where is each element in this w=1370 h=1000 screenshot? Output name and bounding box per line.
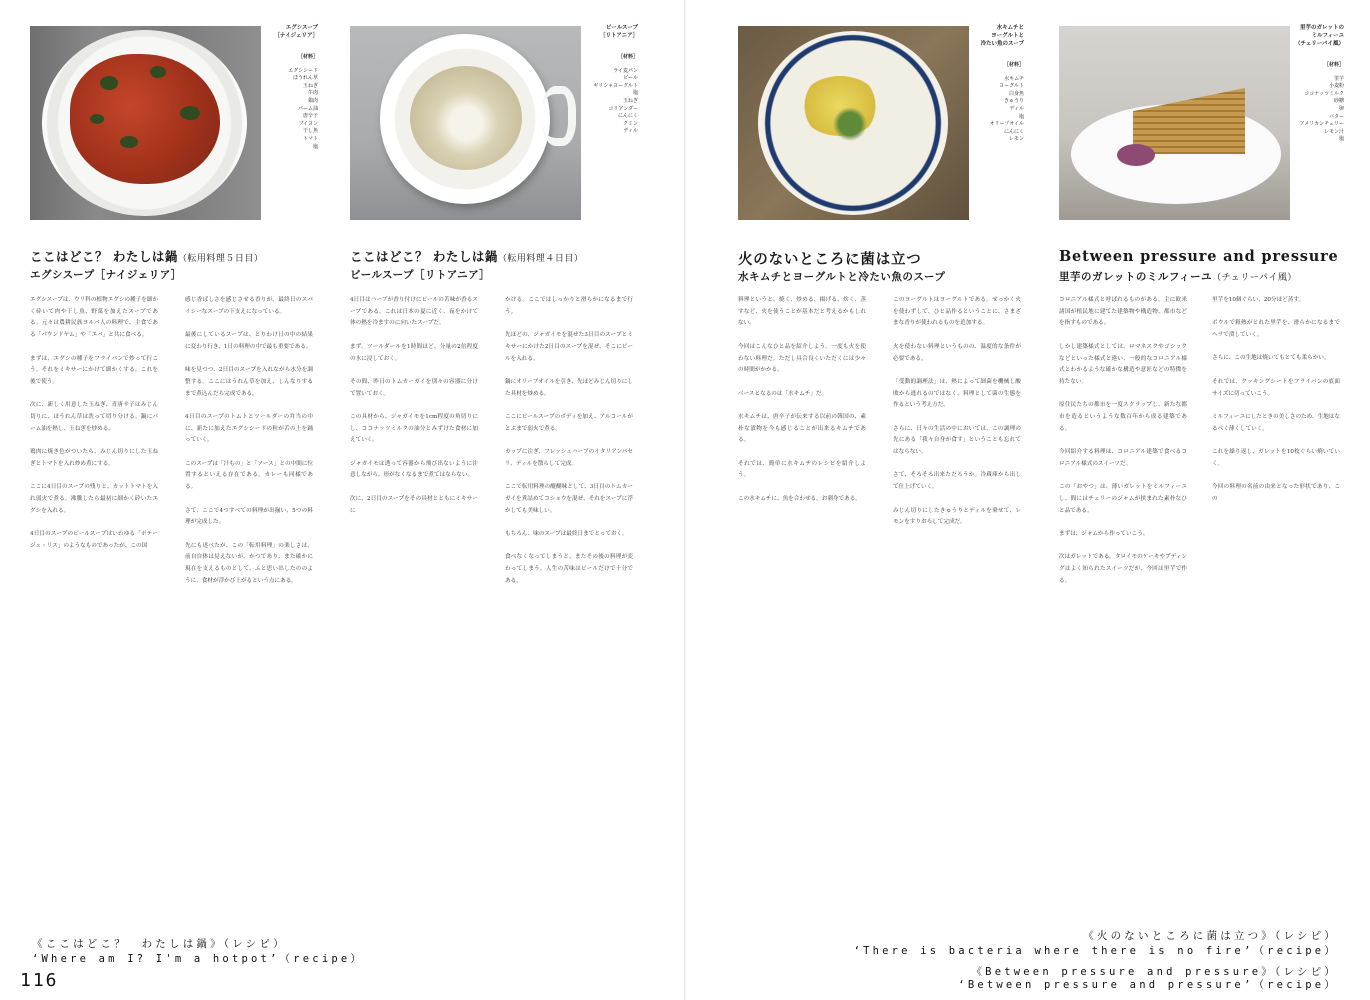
material-item: ココナッツミルク	[1304, 90, 1344, 97]
material-item: きゅうり	[1003, 98, 1024, 105]
body-paragraph: これを繰り返し、ガレットを10枚ぐらい焼いていく。	[1212, 449, 1340, 467]
material-item: 塩	[312, 143, 318, 150]
body-paragraph: それでは、簡単に水キムチのレシピを紹介しよう。	[738, 460, 866, 479]
article3-title: 火のないところに菌は立つ	[738, 251, 922, 268]
article4-body-col2	[1212, 295, 1340, 517]
body-paragraph: 鶏肉に焼き色がついたら、みじん切りにした玉ねぎとトマトを入れ炒め煮にする。	[30, 449, 158, 467]
material-item: 牛肉	[307, 90, 318, 97]
body-paragraph: もちろん、味のスープは最終日までとっておく。	[505, 530, 628, 537]
material-item: ディル	[623, 128, 638, 135]
material-item: 玉ねぎ	[302, 82, 318, 89]
article1-title-text: ここはどこ？ わたしは鍋	[30, 249, 178, 264]
body-paragraph: まずは、ジャムから作っていこう。	[1059, 530, 1149, 537]
body-paragraph: ミルフィーユにしたときの美しさのため、生地はなるべく薄くしていく。	[1212, 413, 1340, 432]
material-item: 白身魚	[1008, 90, 1024, 97]
body-paragraph: ここで転用料理の醍醐味として、3日目のトムカーガイを煮詰めてコショウを混ぜ、それをスープに浮かしても美味しい。	[505, 484, 633, 514]
body-paragraph: 最後にしているスープは、とりわけ日の中の結果に変わり行き、1日の料理の中で最も重要である。	[185, 332, 313, 350]
article4-subtitle-small: （チェリーパイ風）	[1212, 273, 1297, 283]
left-footer-line2: ‘Where am I? I'm a hotpot’（recipe）	[32, 953, 365, 965]
article2-body-col2	[505, 295, 633, 599]
body-paragraph: さらに、この生地は焼いてもとても柔らかい。	[1212, 355, 1330, 362]
body-paragraph: この具材から、ジャガイモを1cm程度の角切りにし、ココナッツミルクの油分とみずけた食材に加えていく。	[350, 413, 478, 444]
material-item: 塩	[1338, 136, 1344, 143]
body-paragraph: 先にも述べたが、この「転用料理」の楽しさは、前自自体は見えないが、かつてあり、また確かに現在を支えるものとして、ふと思い出したののように、食材が浮かび上がるという点にある。	[185, 542, 313, 584]
page-number: 116	[20, 970, 59, 991]
body-paragraph: 4日目のスープのビールスープはいわゆる「ポテージュ・リス」のようなものであったが、この国	[30, 530, 158, 549]
material-item: 水キムチ	[1004, 75, 1024, 82]
material-item: エグシシード	[288, 67, 318, 74]
material-item: ブイヨン	[298, 120, 318, 127]
body-paragraph: ここにビールスープのボディを加え、アルコールがとぶまで弱火で煮る。	[505, 413, 633, 432]
material-item: クミン	[622, 120, 638, 127]
kimchi-materials-sidebar	[972, 24, 1024, 144]
body-paragraph: このスープは「汁もの」と「ソース」との中間に位置するといえる存在である。カレーも同様である。	[185, 460, 313, 491]
beer-side-title: ビールスープ ［リトアニア］	[599, 25, 638, 39]
article3-body-col2	[893, 295, 1021, 541]
material-item: 卵	[1338, 105, 1344, 112]
right-footer-a-line2: ‘There is bacteria where there is no fire’（recipe）	[853, 945, 1338, 957]
article1-body-col2	[185, 295, 313, 599]
body-paragraph: 4日目はハーブが香り付けにビールの苦味が香るスープである。これは日本の夏に近く、夜をかけて体の熱を冷ますのに向いたスープだ。	[350, 297, 478, 327]
body-paragraph: 鍋にオリーブオイルを引き、先ほどみじん切りにした具材を炒める。	[505, 378, 633, 397]
article1-title-small: （転用料理５日目）	[177, 254, 264, 264]
body-paragraph: さて、そろそろ出来ただろうか。冷蔵庫から出して仕上げていく。	[893, 472, 1021, 491]
galette-materials-sidebar	[1294, 24, 1344, 144]
body-paragraph: この「おやつ」は、薄いガレットをミルフィーユし、間にはチェリーのジャムが挟まれた素朴なひと品である。	[1059, 484, 1187, 514]
material-item: にんにく	[1003, 128, 1024, 135]
body-paragraph: まず、ツールダールを1時間ほど、分量の2倍程度の水に浸しておく。	[350, 343, 478, 362]
material-item: 鶏肉	[307, 97, 318, 104]
body-paragraph: 里芋を10個ぐらい、20分ほど蒸す。	[1212, 297, 1305, 303]
galette-materials-label: ［材料］	[1323, 62, 1344, 68]
right-footer-a-line1: 《火のないところに菌は立つ》（レシピ）	[1083, 930, 1338, 942]
body-paragraph: コロニアル様式と呼ばれるものがある。主に欧米諸国が植民地に建てた建築物や構造物、都市などを指すものである。	[1059, 297, 1187, 327]
body-paragraph: 食べなくなってしまうと、またその後の料理が変わってしまう。人生の苦味はビールだけで十分である。	[505, 554, 633, 584]
material-item: オリーブオイル	[989, 121, 1024, 128]
body-paragraph: かける。ここではしっかりと滑らかになるまで行う。	[505, 297, 633, 315]
galette-photo	[1059, 26, 1290, 220]
kimchi-material-list	[972, 76, 1024, 144]
article3-subtitle: 水キムチとヨーグルトと冷たい魚のスープ	[738, 271, 946, 283]
material-item: ギリシャヨーグルト	[593, 82, 638, 89]
kimchi-soup-photo	[738, 26, 969, 220]
material-item: コリアンダー	[608, 105, 638, 112]
material-item: 砂糖	[1333, 98, 1344, 105]
material-item: レモン	[1008, 136, 1024, 143]
body-paragraph: 次に、2日目のスープをその具材とともにミキサーに	[350, 495, 478, 514]
body-paragraph: ここに4日目のスープの残りと、カットトマトを入れ弱火で煮る。沸騰したら最初に細かく砕いたエグシを入れる。	[30, 484, 158, 514]
material-item: 干し魚	[302, 128, 318, 135]
body-paragraph: ベースとなるのは「水キムチ」だ。	[738, 390, 828, 397]
body-paragraph: 「受動的調理法」は、熱によって細菌を機械し酸敗から逃れるのではなく、料理として菌の生態を作るという考え方だ。	[893, 378, 1021, 409]
article1-subtitle: エグシスープ［ナイジェリア］	[30, 269, 182, 281]
beer-materials-label: ［材料］	[617, 54, 638, 60]
material-item: ビール	[623, 75, 638, 82]
body-paragraph: カップに注ぎ、フレッシュハーブのイタリアンパセリ、ディルを散らして完成。	[505, 449, 633, 467]
article2-title	[350, 247, 583, 265]
material-item: バター	[1328, 113, 1344, 120]
article1-title	[30, 247, 263, 265]
material-item: トマト	[302, 135, 318, 142]
body-paragraph: 今回紹介する料理は、コロニアル建築で食べるコロニアル様式のスイーツだ。	[1059, 449, 1187, 467]
body-paragraph: みじん切りにしたきゅうりとディルを乗せて、レモンをすりおろして完成だ。	[893, 507, 1021, 526]
body-paragraph: 火を使わない料理というものの、温度的な条件が必要である。	[893, 343, 1021, 362]
beer-soup-photo	[350, 26, 581, 220]
body-paragraph: その間、昨日のトムカーガイを別々の容器に分けて置いておく。	[350, 378, 478, 397]
material-item: パーム油	[297, 105, 318, 112]
galette-material-list	[1294, 76, 1344, 144]
body-paragraph: このヨーグルトはヨーグルトである。せっかく火を使わずして、ひと品作るということに、さまざまな香りが使われるものを追加する。	[893, 297, 1021, 327]
article4-title: Between pressure and pressure	[1059, 248, 1339, 265]
egusi-side-title: エグシスープ ［ナイジェリア］	[274, 25, 318, 39]
material-item: レモン汁	[1323, 128, 1344, 135]
article2-body-col1	[350, 295, 478, 529]
material-item: にんにく	[617, 113, 638, 120]
left-footer-line1: 《ここはどこ？ わたしは鍋》（レシピ）	[32, 938, 287, 950]
body-paragraph: ボウルで粗熱がとれた里芋を、滑らかになるまでヘラで潰していく。	[1212, 320, 1340, 339]
body-paragraph: さて、ここで4つすべての料理が出揃い、5つの料理が完成した。	[185, 507, 313, 526]
beer-materials-sidebar	[586, 24, 638, 136]
body-paragraph: 味を見つつ、2日目のスープを入れながら水分を調整する。ここにはうれん草を加え、しんなりするまで煮込んだら完成である。	[185, 367, 313, 397]
article4-subtitle	[1059, 269, 1297, 284]
material-item: 塩	[1018, 113, 1024, 120]
article2-title-small: （転用料理４日目）	[497, 254, 584, 264]
body-paragraph: まずは、エグシの種子をフライパンで炒って行こう。それをミキサーにかけて細かくする。これを後で使う。	[30, 355, 158, 385]
body-paragraph: 料理というと、焼く、炒める、揚げる、炊く、蒸すなど、火を使うことが基本だと考えるかもしれない。	[738, 297, 866, 327]
kimchi-materials-label: ［材料］	[1003, 62, 1024, 68]
material-item: 小麦粉	[1328, 83, 1344, 90]
article4-subtitle-text: 里芋のガレットのミルフィーユ	[1059, 271, 1213, 283]
egusi-soup-photo	[30, 26, 261, 220]
body-paragraph: 次に、新しく用意した玉ねぎ、青唐辛子はみじん切りに、ほうれん草は洗って切り分ける。鍋にパーム油を熱し、玉ねぎを炒める。	[30, 402, 158, 432]
material-item: 里芋	[1333, 75, 1344, 82]
body-paragraph: 先ほどの、ジャガイモを混ぜた3日目のスープとミキサーにかけた2日目のスープを混ぜ、そこにビールを入れる。	[505, 332, 633, 362]
body-paragraph: 今回はこんなひと品を紹介しよう。一度も火を使わない料理だ。ただし具合良くいただくには少々の時間がかかる。	[738, 343, 866, 374]
body-paragraph: 今回の料理の名前の由来となった形状であり、この	[1212, 484, 1340, 502]
body-paragraph: しかし建築様式としては、ロマネスクやゴシックなどといった様式と違い、一般的なコロニアル様式とわかるような確かな構造や意匠などの特徴を持たない。	[1059, 343, 1187, 385]
material-item: アメリカンチェリー	[1299, 121, 1344, 128]
article2-subtitle: ビールスープ［リトアニア］	[350, 269, 491, 281]
body-paragraph: 水キムチは、唐辛子が伝来する以前の韓国の、素朴な漬物を今も感じることが出来るキムチである。	[738, 413, 866, 444]
egusi-material-list	[266, 68, 318, 152]
material-item: ヨーグルト	[999, 83, 1024, 90]
body-paragraph: 原住民たちの都市を一度スクラップし、新たな都市を造るというような数百年から成る建築である。	[1059, 402, 1187, 432]
material-item: 塩	[632, 90, 638, 97]
kimchi-side-title: 水キムチと ヨーグルトと 冷たい魚のスープ	[980, 25, 1024, 47]
right-footer-b-line2: ‘Between pressure and pressure’（recipe）	[958, 979, 1338, 991]
body-paragraph: エグシスープは、ウリ科の植物エグシの種子を細かく砕いて肉や干し魚、野菜を加えたスープである。元々は農耕民族ヨルバ人の料理で、主食である「パウンドヤム」や「エバ」と共に食べる。	[30, 297, 158, 339]
body-paragraph: それでは、クッキングシートをフライパンの底面サイズに切っていこう。	[1212, 378, 1340, 397]
beer-material-list	[586, 68, 638, 136]
body-paragraph: 4日目のスープのトムトとツールダーの弁当の中に、新たに加えたエグシシードの粒が舌の上を踊っていく。	[185, 413, 313, 444]
body-paragraph: 次はガレットである。タロイモのケーキやプディングはよく知られたスイーツだが、今回は里芋で作る。	[1059, 554, 1187, 584]
article3-body-col1	[738, 295, 866, 517]
article4-body-col1	[1059, 295, 1187, 599]
right-footer-b-line1: 《Between pressure and pressure》（レシピ）	[971, 966, 1338, 978]
article1-body-col1	[30, 295, 158, 564]
body-paragraph: 感じ香ばしさを感じさせる香りが、最終日のスパイシーなスープの下支えになっている。	[185, 297, 313, 315]
body-paragraph: さらに、日々の生活の中においては、この調理の先にある「我々自身が食す」ということも忘れてはならない。	[893, 425, 1021, 456]
material-item: 唐辛子	[302, 113, 318, 120]
article2-title-text: ここはどこ？ わたしは鍋	[350, 249, 498, 264]
material-item: ほうれん草	[292, 75, 318, 82]
body-paragraph: この水キムチに、魚を合わせる。お刺身である。	[738, 495, 861, 502]
egusi-materials-label: ［材料］	[297, 54, 318, 60]
material-item: 玉ねぎ	[622, 97, 638, 104]
galette-side-title: 里芋のガレットの ミルフィーユ （チェリーパイ風）	[1294, 25, 1344, 47]
material-item: ディル	[1009, 105, 1024, 112]
right-page	[685, 0, 1370, 1000]
egusi-materials-sidebar	[266, 24, 318, 151]
body-paragraph: ジャガイモは透って容器から飛び出ないように注意しながら、形がなくなるまで煮てはならない。	[350, 460, 478, 479]
material-item: ライ麦パン	[613, 67, 638, 74]
